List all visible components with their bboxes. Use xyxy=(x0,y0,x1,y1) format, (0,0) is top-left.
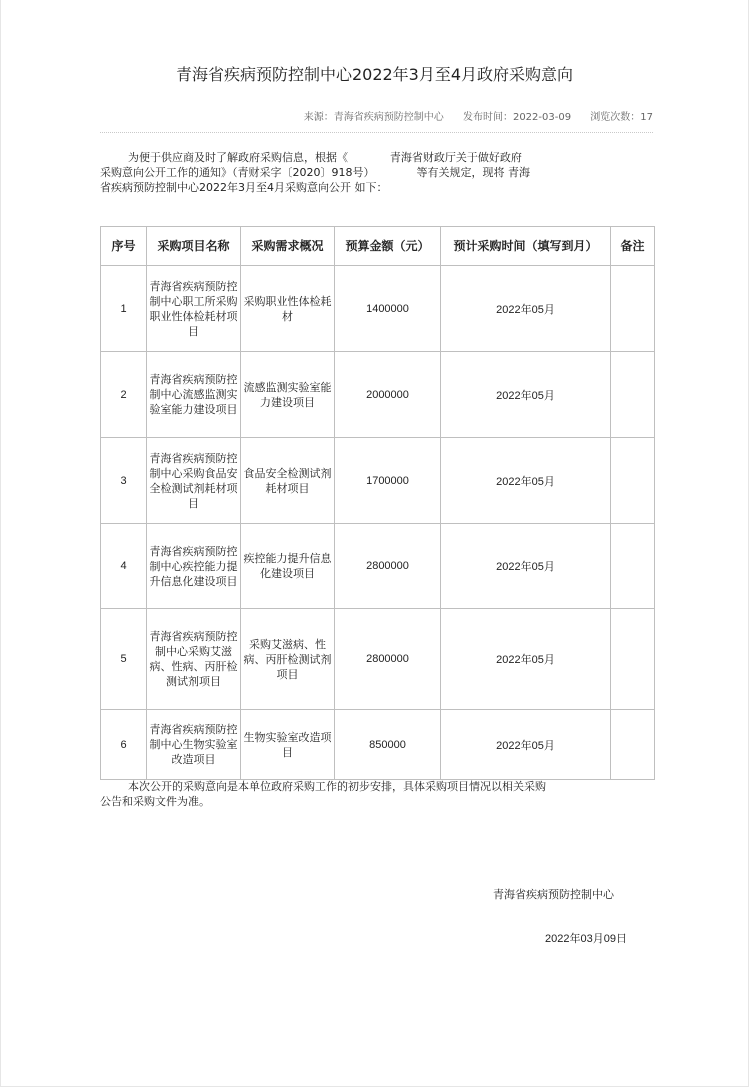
intro-line: 省疾病预防控制中心2022年3月至4月采购意向公开 如下： xyxy=(100,181,388,194)
cell-seq: 1 xyxy=(101,266,147,352)
cell-note xyxy=(611,266,655,352)
meta-source: 来源：青海省疾病预防控制中心 xyxy=(303,112,444,123)
cell-time: 2022年05月 xyxy=(441,524,611,609)
cell-seq: 6 xyxy=(101,710,147,780)
cell-seq: 2 xyxy=(101,352,147,438)
cell-seq: 4 xyxy=(101,524,147,609)
closing-line: 公告和采购文件为准。 xyxy=(100,795,210,808)
cell-seq: 3 xyxy=(101,438,147,524)
cell-time: 2022年05月 xyxy=(441,266,611,352)
cell-budget: 1700000 xyxy=(335,438,441,524)
table-header-row xyxy=(101,227,655,266)
cell-desc: 采购艾滋病、性病、丙肝检测试剂项目 xyxy=(241,609,335,710)
table-row xyxy=(101,352,655,438)
closing-paragraph xyxy=(100,779,660,809)
cell-budget: 850000 xyxy=(335,710,441,780)
cell-note xyxy=(611,352,655,438)
cell-note xyxy=(611,438,655,524)
intro-line: 为便于供应商及时了解政府采购信息，根据《 青海省财政厅关于做好政府 xyxy=(100,151,522,164)
table-row xyxy=(101,710,655,780)
article-meta xyxy=(100,108,653,123)
header-budget: 预算金额（元） xyxy=(335,227,441,266)
cell-budget: 2800000 xyxy=(335,524,441,609)
cell-time: 2022年05月 xyxy=(441,352,611,438)
closing-line: 本次公开的采购意向是本单位政府采购工作的初步安排，具体采购项目情况以相关采购 xyxy=(100,780,546,793)
cell-time: 2022年05月 xyxy=(441,609,611,710)
cell-desc: 食品安全检测试剂耗材项目 xyxy=(241,438,335,524)
cell-budget: 2000000 xyxy=(335,352,441,438)
header-seq: 序号 xyxy=(101,227,147,266)
cell-budget: 2800000 xyxy=(335,609,441,710)
cell-name: 青海省疾病预防控制中心采购食品安全检测试剂耗材项目 xyxy=(147,438,241,524)
signature: 青海省疾病预防控制中心 xyxy=(493,888,614,901)
table-row xyxy=(101,438,655,524)
table-row xyxy=(101,524,655,609)
table-row xyxy=(101,266,655,352)
cell-note xyxy=(611,609,655,710)
cell-time: 2022年05月 xyxy=(441,438,611,524)
cell-desc: 采购职业性体检耗材 xyxy=(241,266,335,352)
cell-name: 青海省疾病预防控制中心疾控能力提升信息化建设项目 xyxy=(147,524,241,609)
header-time: 预计采购时间（填写到月） xyxy=(441,227,611,266)
cell-desc: 流感监测实验室能力建设项目 xyxy=(241,352,335,438)
cell-seq: 5 xyxy=(101,609,147,710)
header-name: 采购项目名称 xyxy=(147,227,241,266)
procurement-table xyxy=(100,226,655,780)
cell-name: 青海省疾病预防控制中心流感监测实验室能力建设项目 xyxy=(147,352,241,438)
cell-desc: 疾控能力提升信息化建设项目 xyxy=(241,524,335,609)
intro-paragraph xyxy=(100,150,660,195)
header-note: 备注 xyxy=(611,227,655,266)
page-title: 青海省疾病预防控制中心2022年3月至4月政府采购意向 xyxy=(175,65,574,84)
meta-publish-time: 发布时间：2022-03-09 xyxy=(462,112,572,123)
cell-name: 青海省疾病预防控制中心生物实验室改造项目 xyxy=(147,710,241,780)
cell-budget: 1400000 xyxy=(335,266,441,352)
cell-note xyxy=(611,710,655,780)
signature-date: 2022年03月09日 xyxy=(545,933,627,945)
cell-name: 青海省疾病预防控制中心职工所采购职业性体检耗材项目 xyxy=(147,266,241,352)
table-row xyxy=(101,609,655,710)
cell-time: 2022年05月 xyxy=(441,710,611,780)
cell-desc: 生物实验室改造项目 xyxy=(241,710,335,780)
meta-divider xyxy=(100,132,653,133)
cell-name: 青海省疾病预防控制中心采购艾滋病、性病、丙肝检测试剂项目 xyxy=(147,609,241,710)
header-desc: 采购需求概况 xyxy=(241,227,335,266)
cell-note xyxy=(611,524,655,609)
intro-line: 采购意向公开工作的通知》（青财采字〔2020〕918号） 等有关规定，现将 青海 xyxy=(100,166,530,179)
meta-views: 浏览次数：17 xyxy=(590,112,653,123)
